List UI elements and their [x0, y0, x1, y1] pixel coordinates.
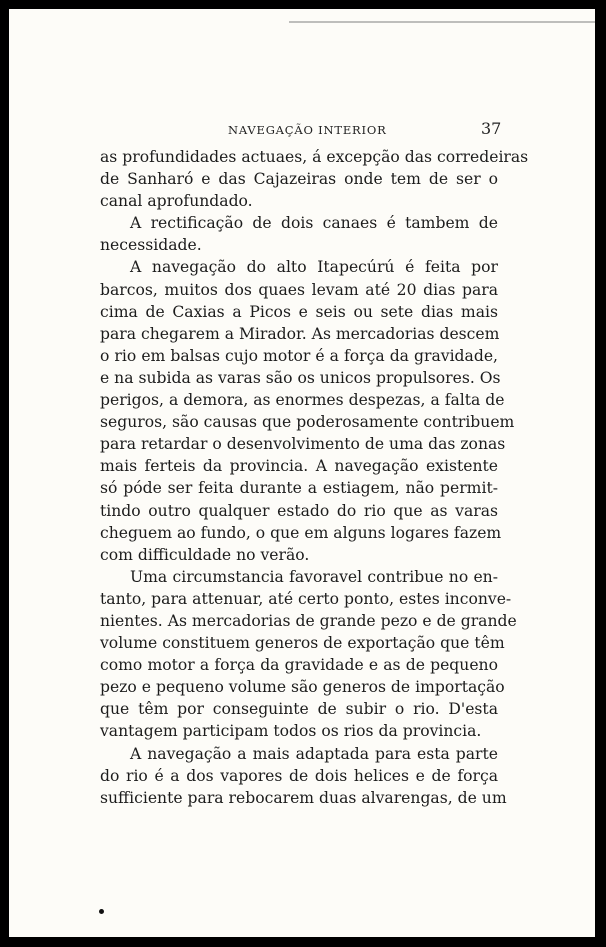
page-number: 37 — [481, 119, 502, 138]
text-line: sufficiente para rebocarem duas alvarengas, de um — [100, 788, 507, 807]
text-line: volume constituem generos de exportação que têm — [100, 634, 505, 653]
page-header — [9, 121, 595, 141]
text-line: que têm por conseguinte de subir o rio. D'esta — [100, 700, 498, 719]
text-line: seguros, são causas que poderosamente contribuem — [100, 413, 515, 432]
text-line: barcos, muitos dos quaes levam até 20 dias para — [100, 280, 498, 299]
text-line: como motor a força da gravidade e as de pequeno — [100, 656, 498, 675]
ink-speck — [99, 909, 104, 914]
text-line: perigos, a demora, as enormes despezas, a falta de — [100, 391, 505, 410]
text-line: para chegarem a Mirador. As mercadorias descem — [100, 324, 500, 343]
text-line: tindo outro qualquer estado do rio que as varas — [100, 501, 498, 520]
text-line: A rectificação de dois canaes é tambem de — [130, 214, 498, 233]
text-line: cima de Caxias a Picos e seis ou sete dias mais — [100, 302, 498, 321]
text-line: A navegação do alto Itapecúrú é feita por — [130, 258, 498, 277]
text-line: vantagem participam todos os rios da provincia. — [100, 722, 482, 741]
text-line: para retardar o desenvolvimento de uma das zonas — [100, 435, 506, 454]
text-line: e na subida as varas são os unicos propulsores. Os — [100, 368, 501, 387]
text-line: A navegação a mais adaptada para esta parte — [130, 744, 498, 763]
text-line: Uma circumstancia favoravel contribue no en- — [130, 567, 498, 586]
text-line: de Sanharó e das Cajazeiras onde tem de ser o — [100, 170, 498, 189]
book-page — [9, 9, 595, 937]
text-line: cheguem ao fundo, o que em alguns logares fazem — [100, 523, 502, 542]
text-line: necessidade. — [100, 236, 202, 255]
body-text — [100, 146, 529, 809]
text-line: o rio em balsas cujo motor é a força da gravidade, — [100, 346, 498, 365]
text-line: do rio é a dos vapores de dois helices e de força — [100, 766, 498, 785]
running-title: NAVEGAÇÃO INTERIOR — [228, 123, 387, 137]
text-line: canal aprofundado. — [100, 192, 253, 211]
text-line: com difficuldade no verão. — [100, 545, 310, 564]
top-edge-rule — [289, 21, 595, 23]
text-line: tanto, para attenuar, até certo ponto, estes inconve- — [100, 589, 512, 608]
text-line: as profundidades actuaes, á excepção das corredeiras — [100, 148, 529, 166]
text-line: nientes. As mercadorias de grande pezo e de grande — [100, 611, 517, 630]
text-line: mais ferteis da provincia. A navegação existente — [100, 457, 498, 476]
text-line: só póde ser feita durante a estiagem, não permit- — [100, 479, 498, 498]
text-line: pezo e pequeno volume são generos de importação — [100, 678, 505, 697]
